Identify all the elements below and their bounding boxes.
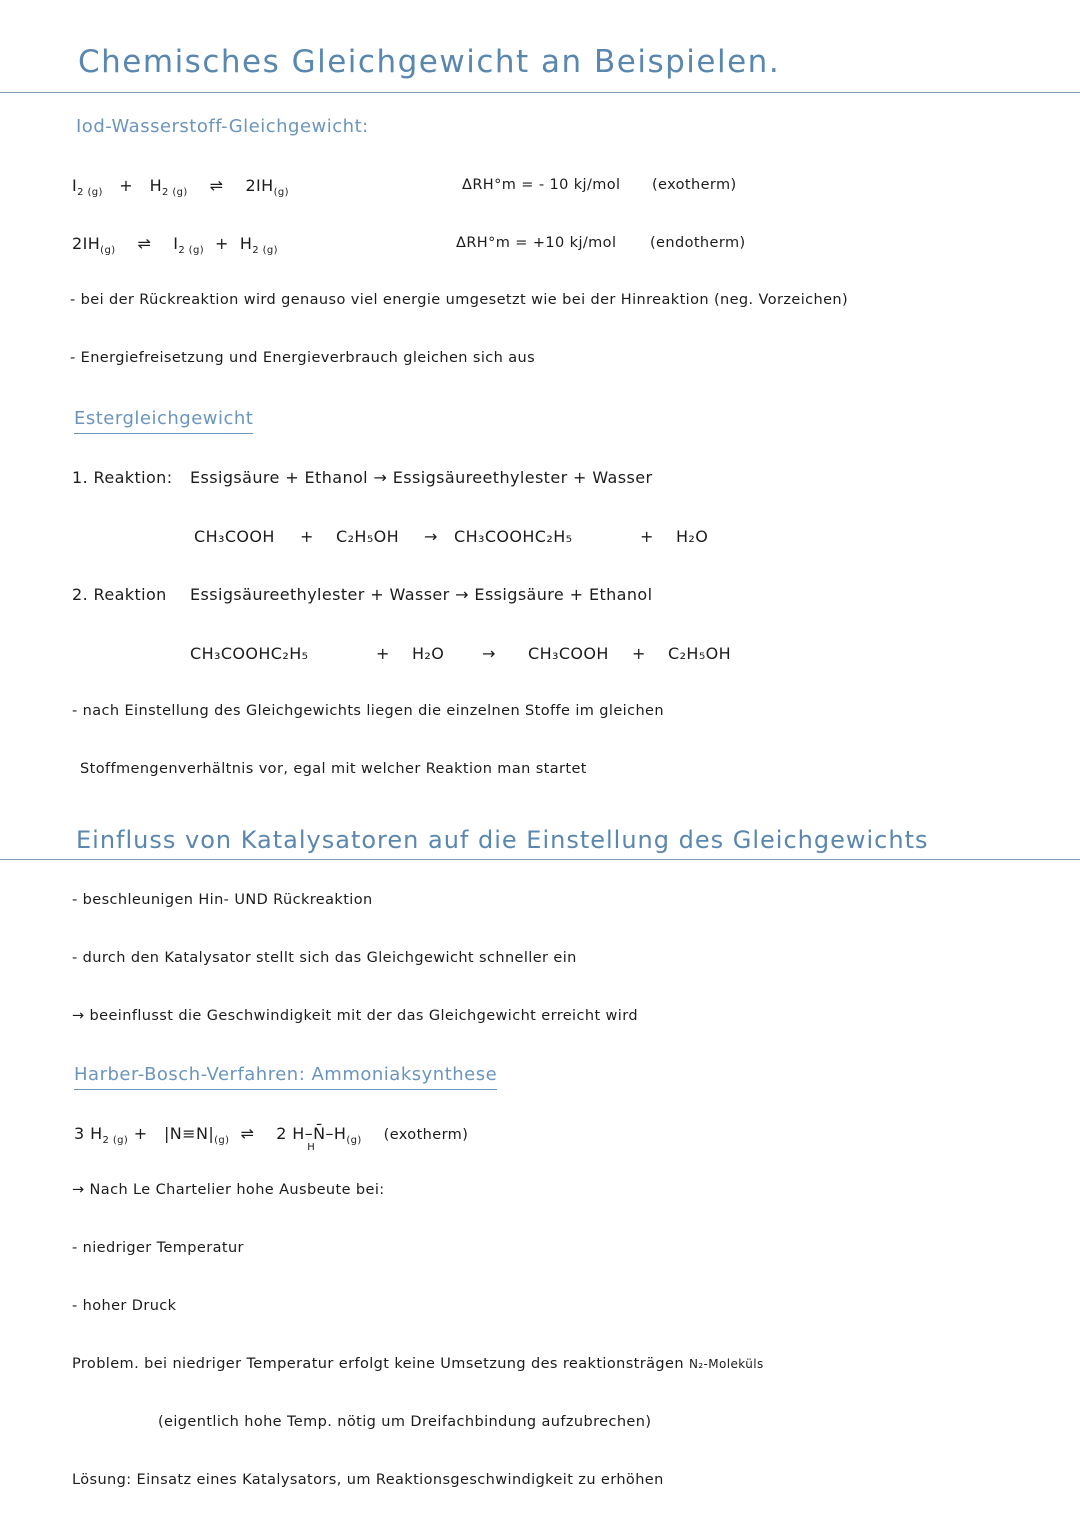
ester-note-2: Stoffmengenverhältnis vor, egal mit welcher Reaktion man startet (80, 761, 587, 777)
eq2-arrow: ⇌ (137, 234, 152, 253)
haber-ammonia: 2 H–N̄–H H (276, 1124, 347, 1153)
solution-label: Lösung: (72, 1472, 132, 1488)
ester-r2-arrow: → (482, 644, 496, 663)
ester-r2-text: Essigsäureethylester + Wasser → Essigsäure + Ethanol (190, 585, 653, 604)
ester-heading: Estergleichgewicht (74, 408, 253, 434)
solution-text: Einsatz eines Katalysators, um Reaktionsgeschwindigkeit zu erhöhen (136, 1472, 664, 1488)
haber-equation: 3 $H_{2 (g)}$ + $|N\equiv N|_{(g)}$ ⇌ 2 H–N̄–H H $_{(g)}$ (exotherm) (74, 1124, 469, 1153)
haber-problem (72, 1356, 764, 1372)
catalyst-heading: Einfluss von Katalysatoren auf die Einstellung des Gleichgewichts (76, 826, 929, 854)
iod-note-1: - bei der Rückreaktion wird genauso viel energie umgesetzt wie bei der Hinreaktion (neg. Vorzeichen) (70, 292, 849, 308)
catalyst-bullet-3: → beeinflusst die Geschwindigkeit mit der das Gleichgewicht erreicht wird (72, 1008, 638, 1024)
iod-equation-2 (72, 234, 278, 256)
haber-lechatelier: → Nach Le Chartelier hohe Ausbeute bei: (72, 1182, 385, 1198)
eq1-r2: $H_{2 (g)}$ (149, 176, 188, 199)
eq2-r1: $2IH_{(g)}$ (72, 234, 116, 257)
haber-arrow: ⇌ (240, 1124, 255, 1143)
problem-molecule: N₂-Moleküls (688, 1357, 764, 1371)
eq1-enthalpy: ΔRH°m = - 10 kj/mol (462, 177, 621, 193)
ester-r2-d: C₂H₅OH (668, 644, 732, 663)
ester-r2-plus1: + (376, 644, 390, 663)
haber-note: (exotherm) (383, 1127, 469, 1143)
problem-text: bei niedriger Temperatur erfolgt keine Umsetzung des reaktionsträgen (144, 1356, 684, 1372)
title-divider (0, 92, 1080, 93)
catalyst-bullet-1: - beschleunigen Hin- UND Rückreaktion (72, 892, 373, 908)
eq2-enthalpy: ΔRH°m = +10 kj/mol (456, 235, 617, 251)
ester-r1-plus1: + (300, 527, 314, 546)
ester-r1-arrow: → (424, 527, 438, 546)
ester-r2-plus2: + (632, 644, 646, 663)
haber-problem-note: (eigentlich hohe Temp. nötig um Dreifachbindung aufzubrechen) (158, 1414, 652, 1430)
eq1-plus: + (119, 176, 134, 195)
page-title: Chemisches Gleichgewicht an Beispielen. (78, 44, 781, 80)
haber-b: $|N\equiv N|_{(g)}$ (163, 1124, 230, 1147)
ester-r2-c: CH₃COOH (528, 644, 609, 663)
ester-r1-c: CH₃COOHC₂H₅ (454, 527, 573, 546)
ester-r2-b: H₂O (412, 644, 445, 663)
eq1-p1: $2IH_{(g)}$ (245, 176, 289, 199)
iod-equation-1 (72, 176, 289, 198)
ester-r1-label: 1. Reaktion: (72, 468, 173, 487)
catalyst-bullet-2: - durch den Katalysator stellt sich das Gleichgewicht schneller ein (72, 950, 577, 966)
iod-note-2: - Energiefreisetzung und Energieverbrauch gleichen sich aus (70, 350, 536, 366)
ester-r2-a: CH₃COOHC₂H₅ (190, 644, 309, 663)
iod-heading: Iod-Wasserstoff-Gleichgewicht: (76, 116, 369, 137)
eq2-p2: $H_{2 (g)}$ (239, 234, 278, 257)
haber-plus: + (133, 1124, 148, 1143)
haber-condition-1: - niedriger Temperatur (72, 1240, 244, 1256)
eq2-note: (endotherm) (650, 235, 746, 251)
ester-r1-text: Essigsäure + Ethanol → Essigsäureethylester + Wasser (190, 468, 653, 487)
haber-solution (72, 1472, 664, 1488)
ester-r1-a: CH₃COOH (194, 527, 275, 546)
haber-a: 3 $H_{2 (g)}$ (74, 1124, 129, 1147)
haber-heading: Harber-Bosch-Verfahren: Ammoniaksynthese (74, 1064, 497, 1090)
ester-r1-d: H₂O (676, 527, 709, 546)
eq1-note: (exotherm) (652, 177, 737, 193)
catalyst-divider (0, 859, 1080, 860)
eq2-plus: + (215, 234, 229, 253)
eq1-arrow: ⇌ (209, 176, 224, 195)
eq1-r1: $I_{2 (g)}$ (72, 176, 103, 199)
haber-condition-2: - hoher Druck (72, 1298, 177, 1314)
eq2-p1: $I_{2 (g)}$ (173, 234, 205, 257)
ester-r1-plus2: + (640, 527, 654, 546)
ester-r2-label: 2. Reaktion (72, 585, 167, 604)
problem-label: Problem. (72, 1356, 140, 1372)
ester-note-1: - nach Einstellung des Gleichgewichts liegen die einzelnen Stoffe im gleichen (72, 703, 664, 719)
ester-r1-b: C₂H₅OH (336, 527, 400, 546)
